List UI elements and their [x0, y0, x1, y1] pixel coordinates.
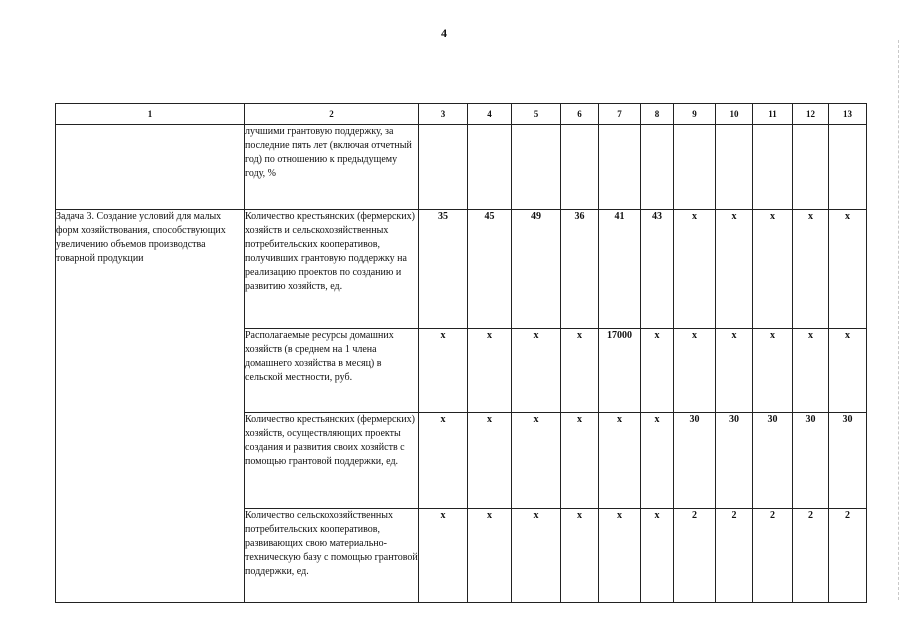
header-row — [56, 104, 867, 125]
value-cell: x — [419, 413, 468, 509]
value-cell: 35 — [419, 210, 468, 329]
header-cell: 4 — [468, 104, 512, 125]
value-cell: x — [641, 329, 674, 413]
page-number: 4 — [441, 26, 447, 40]
indicator-cell: Располагаемые ресурсы домашних хозяйств (в среднем на 1 члена домашнего хозяйства в месяц) в сельской местности, руб. — [245, 329, 419, 413]
header-cell: 3 — [419, 104, 468, 125]
value-cell: 30 — [716, 413, 753, 509]
value-cell: 41 — [599, 210, 641, 329]
value-cell: x — [468, 509, 512, 603]
value-cell: 30 — [829, 413, 867, 509]
header-cell: 8 — [641, 104, 674, 125]
value-cell: 2 — [793, 509, 829, 603]
value-cell — [753, 125, 793, 210]
indicator-cell: Количество сельскохозяйственных потребительских кооперативов, развивающих свою материально-техническую базу с помощью грантовой поддержки, ед. — [245, 509, 419, 603]
task-cell — [56, 125, 245, 210]
value-cell: x — [512, 329, 561, 413]
value-cell: x — [716, 210, 753, 329]
value-cell: x — [512, 509, 561, 603]
value-cell: 17000 — [599, 329, 641, 413]
header-cell: 13 — [829, 104, 867, 125]
table-row — [56, 210, 867, 329]
value-cell: 30 — [674, 413, 716, 509]
value-cell: 30 — [753, 413, 793, 509]
header-cell: 2 — [245, 104, 419, 125]
header-cell: 9 — [674, 104, 716, 125]
header-cell: 6 — [561, 104, 599, 125]
value-cell: 2 — [674, 509, 716, 603]
value-cell: x — [793, 210, 829, 329]
value-cell: x — [561, 329, 599, 413]
indicator-cell: Количество крестьянских (фермерских) хозяйств, осуществляющих проекты создания и развития своих хозяйств с помощью грантовой поддержки, ед. — [245, 413, 419, 509]
value-cell: x — [599, 413, 641, 509]
value-cell: x — [419, 329, 468, 413]
value-cell: x — [753, 210, 793, 329]
value-cell: x — [829, 210, 867, 329]
value-cell — [829, 125, 867, 210]
value-cell: 2 — [829, 509, 867, 603]
value-cell: 30 — [793, 413, 829, 509]
indicators-table — [55, 103, 867, 603]
value-cell: 43 — [641, 210, 674, 329]
value-cell — [716, 125, 753, 210]
value-cell: x — [468, 413, 512, 509]
value-cell — [599, 125, 641, 210]
value-cell: x — [793, 329, 829, 413]
value-cell — [561, 125, 599, 210]
value-cell: x — [561, 413, 599, 509]
value-cell: x — [641, 509, 674, 603]
value-cell — [512, 125, 561, 210]
value-cell — [674, 125, 716, 210]
value-cell — [793, 125, 829, 210]
value-cell: 45 — [468, 210, 512, 329]
value-cell: x — [829, 329, 867, 413]
value-cell: 2 — [753, 509, 793, 603]
header-cell: 11 — [753, 104, 793, 125]
value-cell: x — [641, 413, 674, 509]
task-cell: Задача 3. Создание условий для малых форм хозяйствования, способствующих увеличению объемов производства товарной продукции — [56, 210, 245, 603]
margin-line — [898, 40, 899, 600]
value-cell: x — [419, 509, 468, 603]
value-cell: x — [674, 329, 716, 413]
header-cell: 5 — [512, 104, 561, 125]
value-cell: x — [599, 509, 641, 603]
value-cell: x — [468, 329, 512, 413]
value-cell: 49 — [512, 210, 561, 329]
value-cell: x — [512, 413, 561, 509]
value-cell — [641, 125, 674, 210]
header-cell: 7 — [599, 104, 641, 125]
table-row — [56, 125, 867, 210]
header-cell: 12 — [793, 104, 829, 125]
header-cell: 1 — [56, 104, 245, 125]
indicator-cell: Количество крестьянских (фермерских) хозяйств и сельскохозяйственных потребительских кооперативов, получивших грантовую поддержку на реализацию проектов по созданию и развитию хозяйств, ед. — [245, 210, 419, 329]
value-cell: x — [561, 509, 599, 603]
indicator-cell: лучшими грантовую поддержку, за последние пять лет (включая отчетный год) по отношению к предыдущему году, % — [245, 125, 419, 210]
value-cell: x — [753, 329, 793, 413]
value-cell — [468, 125, 512, 210]
value-cell: 36 — [561, 210, 599, 329]
value-cell: x — [716, 329, 753, 413]
value-cell: x — [674, 210, 716, 329]
header-cell: 10 — [716, 104, 753, 125]
value-cell — [419, 125, 468, 210]
value-cell: 2 — [716, 509, 753, 603]
